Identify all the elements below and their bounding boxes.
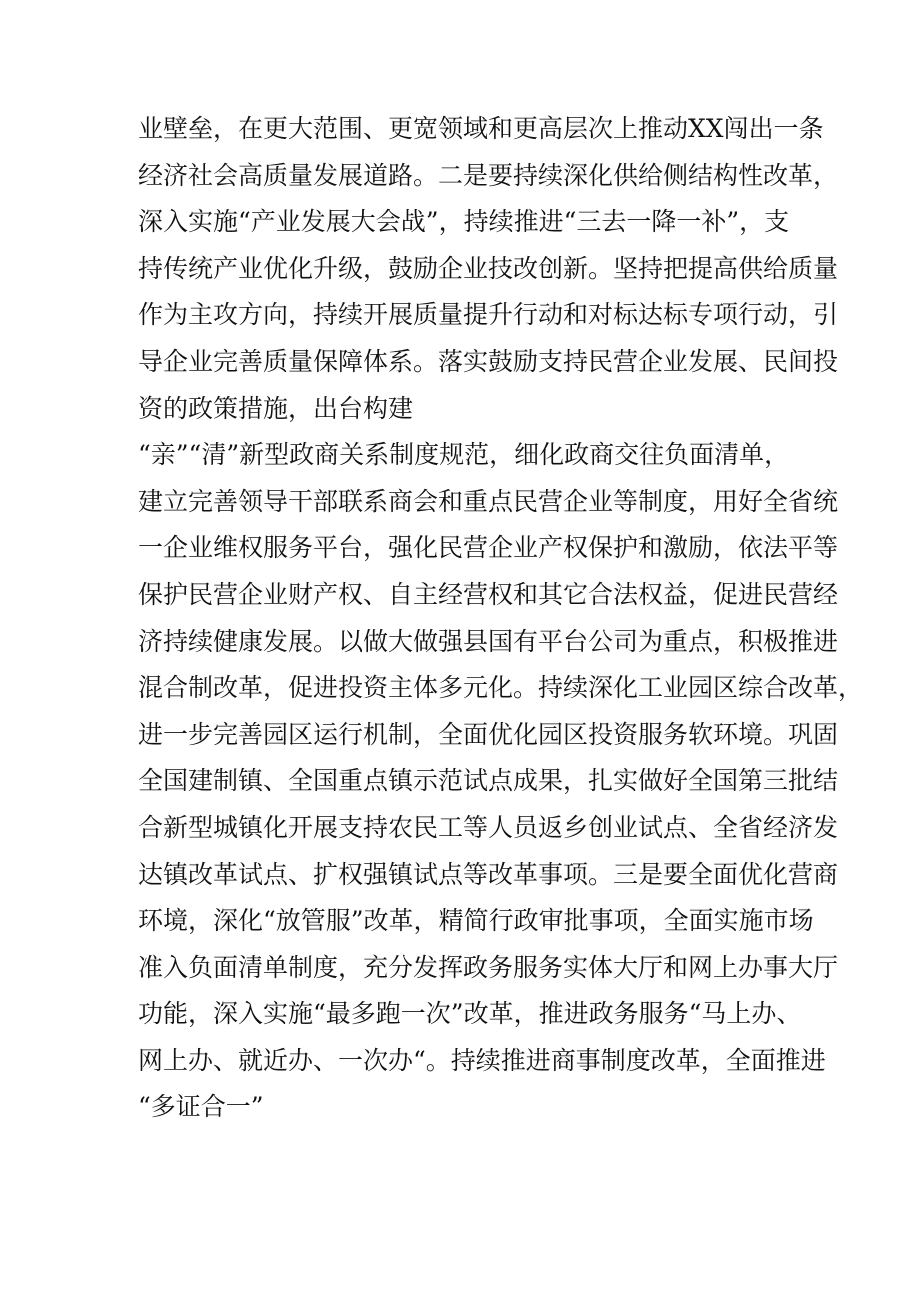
text-line: 全国建制镇、全国重点镇示范试点成果，扎实做好全国第三批结 [138, 766, 839, 796]
text-line: 深入实施“产业发展大会战”，持续推进“三去一降一补”，支 [138, 207, 790, 237]
text-line: 导企业完善质量保障体系。落实鼓励支持民营企业发展、民间投 [138, 346, 839, 376]
text-line: 合新型城镇化开展支持农民工等人员返乡创业试点、全省经济发 [138, 812, 839, 842]
text-line: “亲”“清”新型政商关系制度规范，细化政商交往负面清单， [138, 440, 790, 470]
text-line: 功能，深入实施“最多跑一次”改革，推进政务服务“马上办、 [138, 999, 802, 1029]
text-line: 环境，深化“放管服”改革，精简行政审批事项，全面实施市场 [138, 906, 814, 936]
text-line: 经济社会高质量发展道路。二是要持续深化供给侧结构性改革， [138, 160, 839, 190]
text-line: 济持续健康发展。以做大做强县国有平台公司为重点，积极推进 [138, 626, 839, 656]
body-text [138, 106, 864, 1131]
text-line: 网上办、就近办、一次办“。持续推进商事制度改革，全面推进 [138, 1045, 826, 1075]
text-line: 业壁垒，在更大范围、更宽领域和更高层次上推动XX闯出一条 [138, 114, 824, 143]
text-line: 达镇改革试点、扩权强镇试点等改革事项。三是要全面优化营商 [138, 859, 839, 889]
text-line: 资的政策措施，出台构建 [138, 393, 414, 423]
text-line: 一企业维权服务平台，强化民营企业产权保护和激励，依法平等 [138, 533, 839, 563]
text-line: 保护民营企业财产权、自主经营权和其它合法权益，促进民营经 [138, 579, 839, 609]
text-line: 作为主攻方向，持续开展质量提升行动和对标达标专项行动，引 [138, 300, 839, 330]
text-line: 进一步完善园区运行机制，全面优化园区投资服务软环境。巩固 [138, 719, 839, 749]
text-line: “多证合一” [138, 1092, 264, 1122]
text-line: 混合制改革，促进投资主体多元化。持续深化工业园区综合改革， [138, 673, 864, 703]
text-line: 建立完善领导干部联系商会和重点民营企业等制度，用好全省统 [138, 486, 839, 516]
text-line: 准入负面清单制度，充分发挥政务服务实体大厅和网上办事大厅 [138, 952, 839, 982]
text-line: 持传统产业优化升级，鼓励企业技改创新。坚持把提高供给质量 [138, 253, 839, 283]
